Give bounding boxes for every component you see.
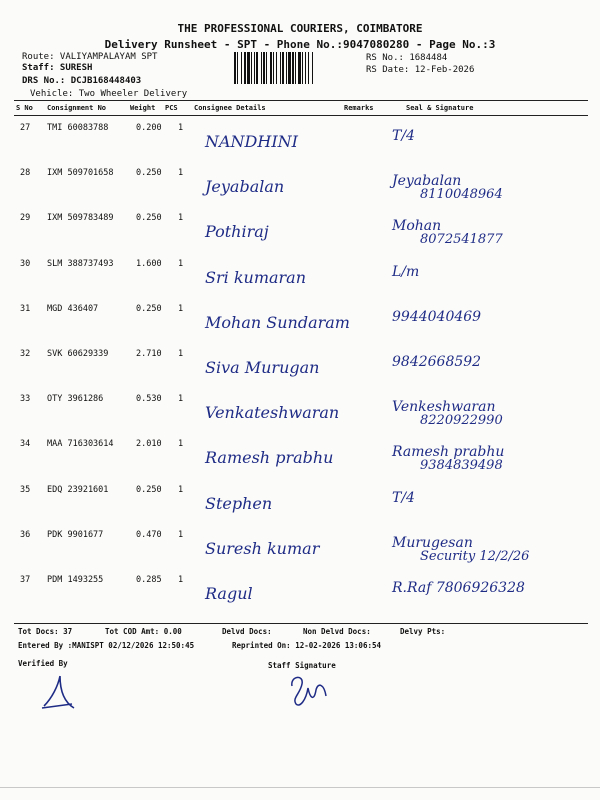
col-seal: Seal & Signature <box>406 104 474 112</box>
row-weight: 2.710 <box>136 349 162 359</box>
company-title: THE PROFESSIONAL COURIERS, COIMBATORE <box>177 22 423 35</box>
drs-no: DRS No.: DCJB168448403 <box>22 76 142 86</box>
row-weight: 1.600 <box>136 258 162 269</box>
table-row <box>0 387 600 432</box>
row-sno: 35 <box>20 484 31 495</box>
row-weight: 0.250 <box>136 213 162 224</box>
row-weight: 2.010 <box>136 439 162 450</box>
row-consignment-no: MAA 716303614 <box>47 439 114 450</box>
table-row <box>0 206 600 251</box>
row-sno: 29 <box>20 213 31 224</box>
row-seal-signature: Venkeshwaran <box>392 399 496 416</box>
delivered-docs: Delvd Docs: <box>222 627 272 636</box>
row-weight: 0.285 <box>136 575 162 585</box>
row-pcs: 1 <box>178 439 184 450</box>
row-pcs: 1 <box>178 213 184 224</box>
row-consignment-no: TMI 60083788 <box>47 123 109 133</box>
rs-no: RS No.: 1684484 <box>366 53 448 63</box>
row-consignee-handwritten: Stephen <box>205 493 273 513</box>
row-consignment-no: SVK 60629339 <box>47 349 109 359</box>
row-seal-signature: 9944040469 <box>392 308 482 325</box>
reprinted-on: Reprinted On: 12-02-2026 13:06:54 <box>232 641 382 650</box>
row-consignment-no: EDQ 23921601 <box>47 484 109 495</box>
row-sno: 37 <box>20 575 31 585</box>
row-pcs: 1 <box>178 575 184 585</box>
staff-signature-label: Staff Signature <box>268 661 336 670</box>
row-consignee-handwritten: Mohan Sundaram <box>205 312 350 332</box>
runsheet-subtitle: Delivery Runsheet - SPT - Phone No.:9047080280 - Page No.:3 <box>104 38 496 51</box>
row-seal-signature: T/4 <box>392 489 415 506</box>
row-consignee-handwritten: Sri kumaran <box>205 267 307 287</box>
row-pcs: 1 <box>178 303 184 314</box>
row-sno: 28 <box>20 168 31 179</box>
col-consignee: Consignee Details <box>194 104 266 112</box>
non-delivered-docs: Non Delvd Docs: <box>303 627 371 636</box>
row-seal-signature: Ramesh prabhu <box>392 444 505 461</box>
staff-line: Staff: SURESH <box>22 63 93 73</box>
row-sno: 32 <box>20 349 31 359</box>
row-consignment-no: PDK 9901677 <box>47 529 104 540</box>
col-remarks: Remarks <box>344 104 374 112</box>
row-weight: 0.250 <box>136 168 162 179</box>
col-consignment: Consignment No <box>47 104 107 112</box>
row-sno: 34 <box>20 439 31 450</box>
total-cod: Tot COD Amt: 0.00 <box>105 627 182 636</box>
row-consignee-handwritten: Jeyabalan <box>205 177 285 197</box>
entered-by: Entered By :MANISPT 02/12/2026 12:50:45 <box>18 641 195 650</box>
row-pcs: 1 <box>178 258 184 269</box>
row-pcs: 1 <box>178 394 184 405</box>
row-pcs: 1 <box>178 484 184 495</box>
row-consignment-no: PDM 1493255 <box>47 575 104 585</box>
row-consignment-no: OTY 3961286 <box>47 394 104 405</box>
table-row <box>0 161 600 206</box>
row-weight: 0.250 <box>136 484 162 495</box>
row-consignee-handwritten: Ramesh prabhu <box>205 448 334 468</box>
row-consignee-handwritten: Siva Murugan <box>205 358 320 377</box>
row-consignee-handwritten: Venkateshwaran <box>205 403 340 423</box>
table-row <box>0 342 600 387</box>
row-pcs: 1 <box>178 168 184 179</box>
row-consignment-no: MGD 436407 <box>47 303 99 314</box>
verified-by-label: Verified By <box>18 659 68 668</box>
row-weight: 0.470 <box>136 529 162 540</box>
col-pcs: PCS <box>165 104 178 112</box>
verifier-signature-icon <box>38 672 78 712</box>
row-weight: 0.200 <box>136 123 162 133</box>
row-seal-signature: R.Raf 7806926328 <box>392 580 525 596</box>
row-sno: 30 <box>20 258 31 269</box>
row-sno: 33 <box>20 394 31 405</box>
table-row <box>0 116 600 161</box>
row-consignee-handwritten: NANDHINI <box>205 132 298 151</box>
row-seal-signature: Security 12/2/26 <box>420 548 530 564</box>
row-sno: 27 <box>20 123 31 133</box>
vehicle-line: Vehicle: Two Wheeler Delivery <box>30 89 188 99</box>
row-seal-signature: L/m <box>392 263 420 280</box>
row-seal-signature: Mohan <box>392 218 442 235</box>
table-row <box>0 432 600 477</box>
table-row <box>0 252 600 297</box>
row-pcs: 1 <box>178 123 184 133</box>
row-weight: 0.530 <box>136 394 162 405</box>
row-consignment-no: IXM 509783489 <box>47 213 114 224</box>
row-weight: 0.250 <box>136 303 162 314</box>
table-row <box>0 568 600 613</box>
row-sno: 31 <box>20 303 31 314</box>
row-seal-signature: 9384839498 <box>420 458 503 474</box>
row-seal-signature: T/4 <box>392 128 415 144</box>
table-row <box>0 523 600 568</box>
row-seal-signature: 8110048964 <box>420 187 503 203</box>
col-sno: S No <box>16 104 33 112</box>
row-seal-signature: 8220922990 <box>420 413 503 429</box>
col-weight: Weight <box>130 104 156 112</box>
staff-signature-icon <box>286 672 334 710</box>
rs-date: RS Date: 12-Feb-2026 <box>366 65 475 75</box>
barcode <box>234 52 362 84</box>
row-consignment-no: SLM 388737493 <box>47 258 114 269</box>
row-seal-signature: Murugesan <box>392 534 473 551</box>
row-seal-signature: Jeyabalan <box>392 173 462 190</box>
total-docs: Tot Docs: 37 <box>18 627 73 636</box>
table-row <box>0 297 600 342</box>
delivery-points: Delvy Pts: <box>400 627 446 636</box>
row-sno: 36 <box>20 529 31 540</box>
row-pcs: 1 <box>178 349 184 359</box>
row-consignment-no: IXM 509701658 <box>47 168 114 179</box>
row-consignee-handwritten: Ragul <box>205 584 253 603</box>
row-consignee-handwritten: Suresh kumar <box>205 538 320 558</box>
row-pcs: 1 <box>178 529 184 540</box>
row-seal-signature: 8072541877 <box>420 232 503 248</box>
table-row <box>0 478 600 523</box>
route-line: Route: VALIYAMPALAYAM SPT <box>22 52 158 62</box>
row-consignee-handwritten: Pothiraj <box>205 222 269 242</box>
row-seal-signature: 9842668592 <box>392 354 482 370</box>
